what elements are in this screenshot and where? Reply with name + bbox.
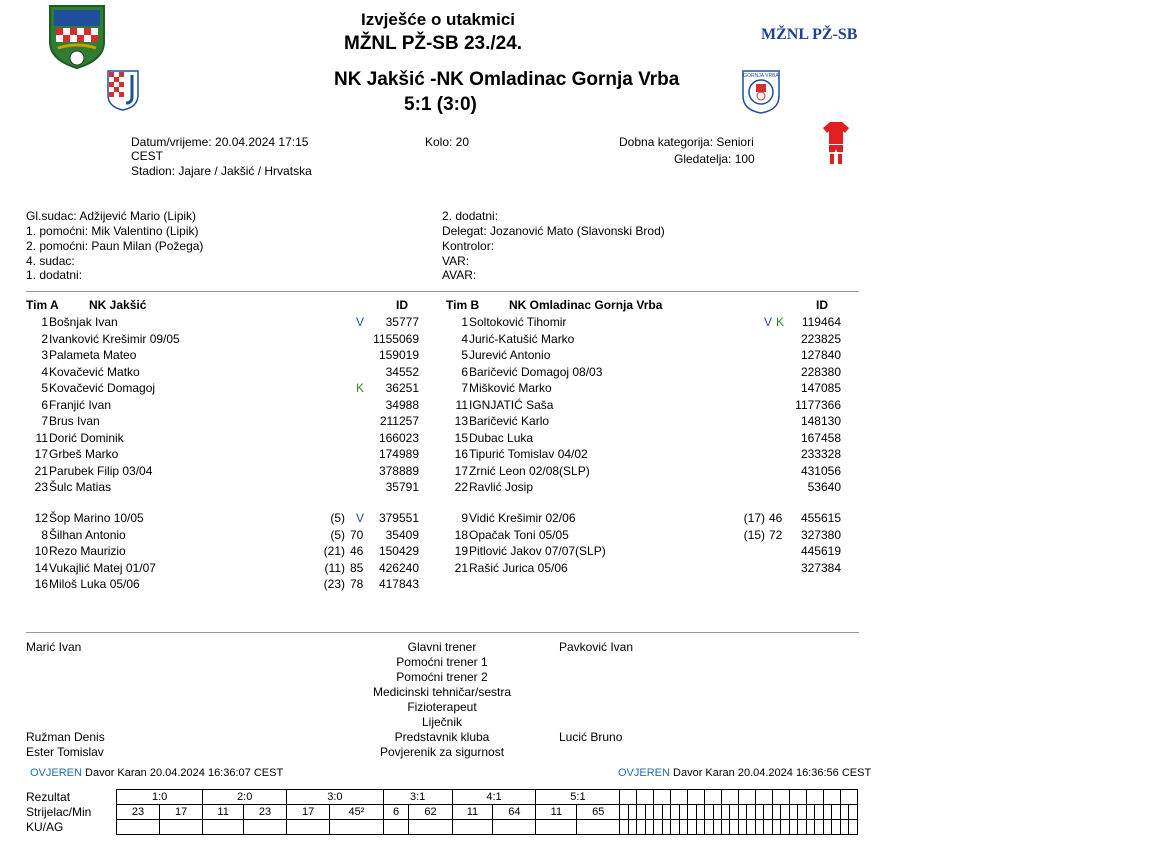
score-row-label: KU/AG xyxy=(26,820,64,834)
player-id: 378889 xyxy=(378,463,419,478)
player-number: 11 xyxy=(455,397,468,412)
result-cell xyxy=(755,790,772,805)
result-cell: 4:1 xyxy=(452,790,536,805)
sub-minute: 70 xyxy=(350,527,364,542)
svg-text:GORNJA VRBA: GORNJA VRBA xyxy=(743,73,779,79)
league-crest-logo xyxy=(46,2,108,70)
minute-cell xyxy=(730,805,738,820)
team-a-head-coach: Marić Ivan xyxy=(26,640,82,654)
minute-cell: 45² xyxy=(330,805,383,820)
sub-replaced: (11) xyxy=(324,560,345,575)
sub-replaced: (21) xyxy=(323,544,345,558)
ku-ag-cell xyxy=(645,820,653,835)
ku-ag-cell xyxy=(696,820,704,835)
player-name: IGNJATIĆ Saša xyxy=(469,397,554,412)
match-title: NK Jakšić -NK Omladinac Gornja Vrba xyxy=(334,69,680,90)
ku-ag-cell xyxy=(688,820,696,835)
minute-cell: 64 xyxy=(493,805,536,820)
player-name: Rašić Jurica 05/06 xyxy=(469,560,568,575)
player-name: Brus Ivan xyxy=(49,414,100,428)
minute-cell xyxy=(849,805,858,820)
sub-replaced: (15) xyxy=(743,527,765,542)
player-name: Palameta Mateo xyxy=(49,348,137,362)
player-number: 13 xyxy=(454,414,468,428)
scorer-cell: 17 xyxy=(287,805,330,820)
player-number: 4 xyxy=(461,331,468,346)
ku-ag-cell xyxy=(738,820,746,835)
ku-ag-cell xyxy=(117,820,160,835)
player-id: 36251 xyxy=(385,381,419,395)
player-id: 431056 xyxy=(800,463,841,478)
player-number: 12 xyxy=(34,511,48,525)
minute-cell xyxy=(832,805,840,820)
minute-cell xyxy=(696,805,704,820)
ku-ag-cell xyxy=(849,820,858,835)
minute-cell xyxy=(628,805,636,820)
staff-role: Fizioterapeut xyxy=(407,700,477,714)
player-name: Ravlić Josip xyxy=(469,480,534,494)
verified-text: Davor Karan 20.04.2024 16:36:56 CEST xyxy=(673,767,872,779)
scorer-cell xyxy=(755,805,763,820)
player-id: 379551 xyxy=(378,511,419,525)
player-name: Šop Marino 10/05 xyxy=(49,511,144,525)
player-number: 16 xyxy=(454,447,468,461)
result-cell xyxy=(806,790,823,805)
result-cell xyxy=(671,790,688,805)
minute-cell xyxy=(798,805,806,820)
player-name: Vidić Krešimir 02/06 xyxy=(469,511,576,525)
player-id: 150429 xyxy=(378,544,419,558)
player-id: 327380 xyxy=(800,527,841,542)
ku-ag-cell xyxy=(815,820,823,835)
official-left: 1. pomoćni: Mik Valentino (Lipik) xyxy=(26,224,199,238)
player-number: 15 xyxy=(454,430,468,445)
player-id: 159019 xyxy=(378,348,419,362)
sub-minute: 85 xyxy=(350,560,364,575)
result-cell xyxy=(688,790,705,805)
captain-badge: V xyxy=(356,511,365,525)
player-id: 119464 xyxy=(801,315,841,329)
team-b-id-header: ID xyxy=(816,298,828,312)
player-name: Dubac Luka xyxy=(469,430,534,445)
verified-label: OVJEREN xyxy=(30,767,82,779)
staff-role: Pomoćni trener 1 xyxy=(396,655,488,669)
player-id: 166023 xyxy=(378,430,419,445)
ku-ag-cell xyxy=(654,820,662,835)
competition-title: MŽNL PŽ-SB 23./24. xyxy=(344,33,523,54)
player-id: 35777 xyxy=(385,315,419,329)
staff-role: Povjerenik za sigurnost xyxy=(379,745,505,759)
player-number: 5 xyxy=(41,381,48,395)
minute-cell xyxy=(781,805,789,820)
team-a-club-rep: Ružman Denis xyxy=(26,730,105,744)
ku-ag-cell xyxy=(493,820,536,835)
scorer-cell xyxy=(705,805,713,820)
player-id: 174989 xyxy=(378,447,419,461)
player-name: Parubek Filip 03/04 xyxy=(49,463,153,478)
player-name: Opačak Toni 05/05 xyxy=(469,527,569,542)
player-id: 455615 xyxy=(800,511,841,525)
result-cell xyxy=(823,790,840,805)
scorer-cell xyxy=(620,805,628,820)
result-cell: 2:0 xyxy=(203,790,287,805)
ku-ag-cell xyxy=(730,820,738,835)
staff-role: Glavni trener xyxy=(407,640,477,654)
minute-cell xyxy=(679,805,687,820)
scorer-cell: 23 xyxy=(117,805,160,820)
player-id: 1155069 xyxy=(373,331,419,346)
player-number: 22 xyxy=(454,480,468,494)
player-number: 1 xyxy=(41,315,48,329)
scorer-cell: 11 xyxy=(452,805,493,820)
verified-left xyxy=(30,767,283,779)
ku-ag-cell xyxy=(330,820,383,835)
player-number: 6 xyxy=(461,364,468,379)
minute-cell xyxy=(713,805,721,820)
kit-icon xyxy=(822,120,850,166)
player-name: Kovačević Matko xyxy=(49,364,140,379)
official-left: 1. dodatni: xyxy=(26,268,83,282)
player-name: Mišković Marko xyxy=(469,381,552,395)
scorer-cell xyxy=(840,805,848,820)
player-id: 417843 xyxy=(378,577,419,591)
scorer-cell xyxy=(637,805,645,820)
divider xyxy=(26,291,859,292)
player-number: 18 xyxy=(454,527,468,542)
verified-right xyxy=(618,767,871,779)
match-timezone: CEST xyxy=(131,149,164,163)
player-id: 426240 xyxy=(378,560,419,575)
report-title: Izvješće o utakmici xyxy=(361,10,516,29)
ku-ag-cell xyxy=(637,820,645,835)
ku-ag-cell xyxy=(705,820,713,835)
captain-k-badge: K xyxy=(356,381,365,395)
minute-cell xyxy=(747,805,755,820)
league-logo-text: MŽNL PŽ-SB xyxy=(761,26,858,43)
ku-ag-cell xyxy=(628,820,636,835)
player-name: Baričević Domagoj 08/03 xyxy=(469,364,603,379)
player-number: 8 xyxy=(41,527,48,542)
ku-ag-cell xyxy=(679,820,687,835)
scorer-cell xyxy=(721,805,729,820)
player-id: 228380 xyxy=(800,364,841,379)
result-cell: 3:0 xyxy=(287,790,384,805)
official-right: Kontrolor: xyxy=(442,239,495,253)
minute-cell xyxy=(645,805,653,820)
ku-ag-cell xyxy=(620,820,628,835)
player-name: Pitlović Jakov 07/07(SLP) xyxy=(469,544,606,558)
player-name: Soltoković Tihomir xyxy=(469,315,567,329)
match-score: 5:1 (3:0) xyxy=(404,94,477,115)
ku-ag-cell xyxy=(713,820,721,835)
minute-cell xyxy=(764,805,772,820)
player-number: 1 xyxy=(461,315,468,329)
verified-text: Davor Karan 20.04.2024 16:36:07 CEST xyxy=(85,767,284,779)
team-b-label: Tim B xyxy=(446,298,480,312)
player-id: 34552 xyxy=(385,364,419,379)
player-number: 21 xyxy=(34,463,48,478)
staff-role: Predstavnik kluba xyxy=(394,730,490,744)
scorer-cell: 6 xyxy=(383,805,409,820)
sub-minute: 78 xyxy=(350,577,364,591)
player-name: Jurević Antonio xyxy=(469,348,551,362)
score-row-label: Strijelac/Min xyxy=(26,805,92,819)
score-table xyxy=(116,789,858,835)
ku-ag-cell xyxy=(383,820,409,835)
ku-ag-cell xyxy=(671,820,679,835)
player-name: Miloš Luka 05/06 xyxy=(49,577,140,591)
player-id: 34988 xyxy=(385,397,419,412)
ku-ag-cell xyxy=(806,820,814,835)
player-number: 7 xyxy=(41,414,48,428)
official-right: AVAR: xyxy=(442,268,477,282)
player-number: 17 xyxy=(454,463,468,478)
ku-ag-cell xyxy=(409,820,452,835)
player-name: Baričević Karlo xyxy=(469,414,550,428)
player-name: Franjić Ivan xyxy=(49,397,112,412)
result-cell xyxy=(637,790,654,805)
player-name: Šulc Matias xyxy=(49,480,112,494)
sub-minute: 46 xyxy=(350,544,364,558)
player-number: 7 xyxy=(461,381,468,395)
ku-ag-cell xyxy=(840,820,848,835)
result-cell xyxy=(772,790,789,805)
sub-replaced: (17) xyxy=(743,511,765,525)
result-cell xyxy=(789,790,806,805)
staff-role: Liječnik xyxy=(421,715,463,729)
match-stadium: Stadion: Jajare / Jakšić / Hrvatska xyxy=(131,164,312,178)
team-b-head-coach: Pavković Ivan xyxy=(559,640,634,654)
team-b-club-rep: Lucić Bruno xyxy=(559,730,623,744)
player-id: 147085 xyxy=(800,381,841,395)
scorer-cell: 11 xyxy=(203,805,244,820)
official-right: 2. dodatni: xyxy=(442,209,499,223)
player-name: Rezo Maurizio xyxy=(49,544,126,558)
team-a-label: Tim A xyxy=(26,298,59,312)
scorer-cell xyxy=(671,805,679,820)
minute-cell: 65 xyxy=(577,805,620,820)
team-a-security: Ester Tomislav xyxy=(26,745,104,759)
official-left: 2. pomoćni: Paun Milan (Požega) xyxy=(26,239,204,253)
player-number: 10 xyxy=(34,544,48,558)
age-category: Dobna kategorija: Seniori xyxy=(619,135,754,149)
ku-ag-cell xyxy=(798,820,806,835)
scorer-cell xyxy=(806,805,814,820)
player-number: 11 xyxy=(35,430,48,445)
player-name: Bošnjak Ivan xyxy=(49,315,118,329)
player-number: 9 xyxy=(461,511,468,525)
player-name: Dorić Dominik xyxy=(49,430,124,445)
sub-replaced: (23) xyxy=(323,577,345,591)
official-left: Gl.sudac: Adžijević Mario (Lipik) xyxy=(26,209,197,223)
divider xyxy=(26,632,859,633)
result-cell xyxy=(654,790,671,805)
player-id: 1177366 xyxy=(795,397,841,412)
player-id: 233328 xyxy=(800,447,841,461)
ku-ag-cell xyxy=(781,820,789,835)
scorer-cell xyxy=(823,805,831,820)
team-b-name: NK Omladinac Gornja Vrba xyxy=(509,298,663,312)
verified-label: OVJEREN xyxy=(618,767,670,779)
ku-ag-cell xyxy=(772,820,780,835)
player-id: 445619 xyxy=(800,544,841,558)
minute-cell: 62 xyxy=(409,805,452,820)
spectators: Gledatelja: 100 xyxy=(674,152,755,166)
result-cell xyxy=(620,790,637,805)
player-number: 17 xyxy=(34,447,48,461)
player-number: 5 xyxy=(461,348,468,362)
player-name: Vukajlić Matej 01/07 xyxy=(49,560,156,575)
ku-ag-cell xyxy=(536,820,577,835)
player-number: 14 xyxy=(34,560,48,575)
player-id: 148130 xyxy=(800,414,841,428)
result-cell: 3:1 xyxy=(383,790,452,805)
sub-replaced: (5) xyxy=(330,527,345,542)
ku-ag-cell xyxy=(789,820,797,835)
player-id: 167458 xyxy=(800,430,841,445)
minute-cell xyxy=(662,805,670,820)
result-cell xyxy=(840,790,857,805)
scorer-cell xyxy=(654,805,662,820)
result-cell: 5:1 xyxy=(536,790,620,805)
player-id: 35791 xyxy=(385,480,419,494)
captain-badge: V xyxy=(356,315,365,329)
player-name: Jurić-Katušić Marko xyxy=(469,331,575,346)
scorer-cell xyxy=(738,805,746,820)
official-right: VAR: xyxy=(442,254,470,268)
ku-ag-cell xyxy=(747,820,755,835)
result-cell xyxy=(705,790,722,805)
minute-cell xyxy=(815,805,823,820)
player-name: Kovačević Domagoj xyxy=(49,381,156,395)
player-number: 4 xyxy=(41,364,48,379)
ku-ag-cell xyxy=(832,820,840,835)
minute-cell: 23 xyxy=(244,805,287,820)
player-id: 53640 xyxy=(807,480,841,494)
team-a-id-header: ID xyxy=(396,298,408,312)
sub-minute: 46 xyxy=(769,511,783,525)
player-name: Ivanković Krešimir 09/05 xyxy=(49,331,180,346)
captain-k-badge: K xyxy=(776,315,785,329)
scorer-cell xyxy=(688,805,696,820)
official-left: 4. sudac: xyxy=(26,254,75,268)
player-number: 23 xyxy=(34,480,48,494)
player-name: Tipurić Tomislav 04/02 xyxy=(469,447,588,461)
player-id: 35409 xyxy=(385,527,419,542)
player-id: 327384 xyxy=(800,560,841,575)
player-number: 3 xyxy=(41,348,48,362)
match-round: Kolo: 20 xyxy=(425,135,470,149)
player-number: 2 xyxy=(41,331,48,346)
ku-ag-cell xyxy=(823,820,831,835)
ku-ag-cell xyxy=(764,820,772,835)
player-number: 21 xyxy=(454,560,468,575)
player-name: Grbeš Marko xyxy=(49,447,119,461)
result-cell xyxy=(738,790,755,805)
sub-minute: 72 xyxy=(769,527,783,542)
player-number: 6 xyxy=(41,397,48,412)
official-right: Delegat: Jozanović Mato (Slavonski Brod) xyxy=(442,224,665,238)
ku-ag-cell xyxy=(662,820,670,835)
ku-ag-cell xyxy=(577,820,620,835)
player-id: 211257 xyxy=(379,414,419,428)
result-cell: 1:0 xyxy=(117,790,203,805)
away-club-logo xyxy=(740,68,782,114)
ku-ag-cell xyxy=(244,820,287,835)
ku-ag-cell xyxy=(721,820,729,835)
ku-ag-cell xyxy=(755,820,763,835)
player-number: 19 xyxy=(454,544,468,558)
minute-cell: 17 xyxy=(160,805,203,820)
player-name: Šilhan Antonio xyxy=(49,527,126,542)
player-id: 127840 xyxy=(800,348,841,362)
scorer-cell: 11 xyxy=(536,805,577,820)
match-datetime: Datum/vrijeme: 20.04.2024 17:15 xyxy=(131,135,309,149)
captain-badge: V xyxy=(764,315,773,329)
sub-replaced: (5) xyxy=(330,511,345,525)
staff-role: Pomoćni trener 2 xyxy=(396,670,488,684)
player-number: 16 xyxy=(34,577,48,591)
ku-ag-cell xyxy=(287,820,330,835)
score-row-label: Rezultat xyxy=(26,790,71,804)
player-name: Zrnić Leon 02/08(SLP) xyxy=(469,463,590,478)
ku-ag-cell xyxy=(452,820,493,835)
scorer-cell xyxy=(789,805,797,820)
team-a-name: NK Jakšić xyxy=(89,298,147,312)
ku-ag-cell xyxy=(203,820,244,835)
staff-role: Medicinski tehničar/sestra xyxy=(372,685,512,699)
scorer-cell xyxy=(772,805,780,820)
ku-ag-cell xyxy=(160,820,203,835)
player-id: 223825 xyxy=(800,331,841,346)
result-cell xyxy=(721,790,738,805)
home-club-logo xyxy=(106,69,140,111)
